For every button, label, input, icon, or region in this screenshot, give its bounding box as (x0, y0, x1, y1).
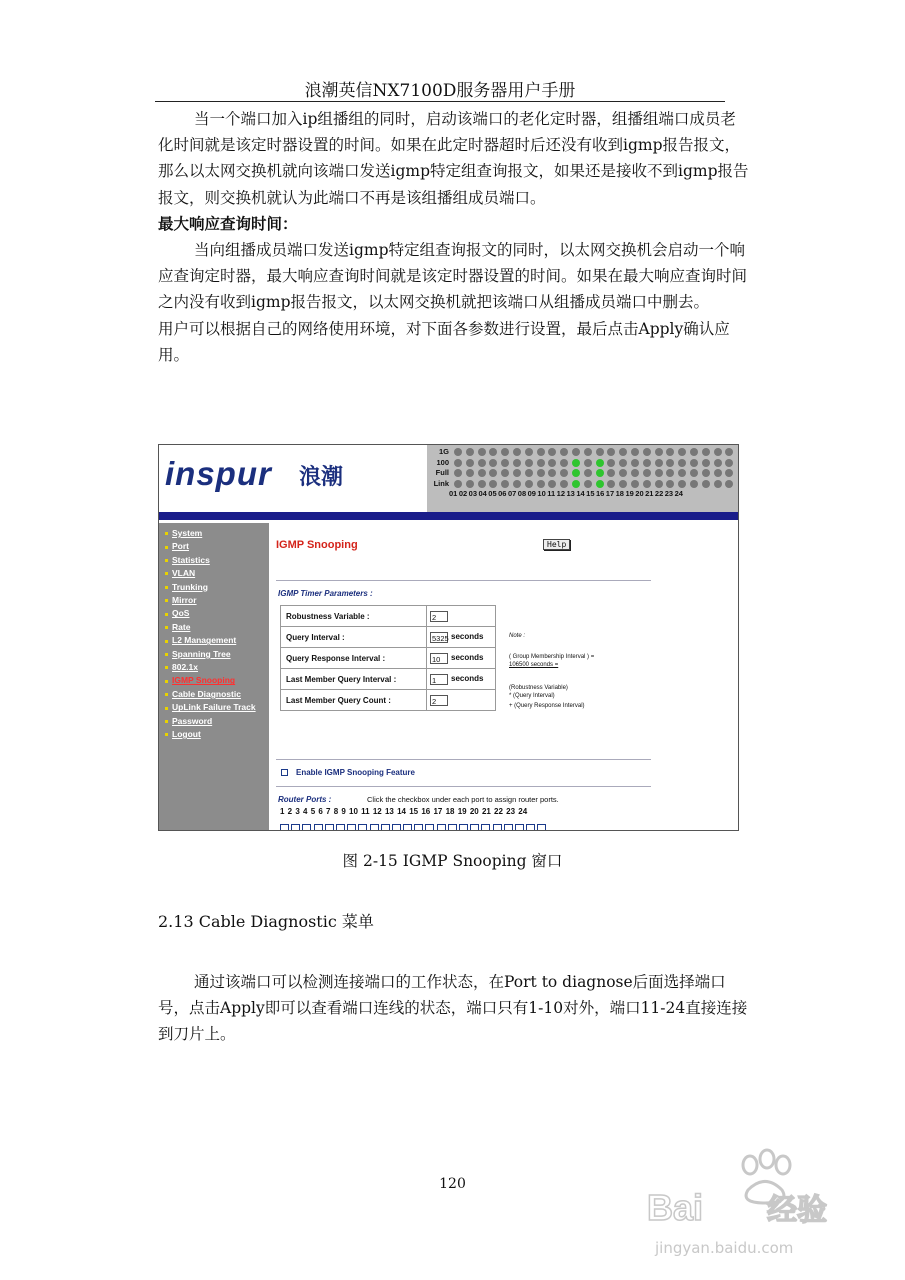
sidebar-item-label[interactable]: UpLink Failure Track (172, 702, 256, 713)
port-led (537, 480, 545, 488)
port-led (631, 469, 639, 477)
port-led (501, 459, 509, 467)
sidebar-item-label[interactable]: Statistics (172, 554, 210, 565)
bullet-icon (165, 532, 168, 535)
port-led-row-label: 100 (436, 457, 449, 467)
port-led (560, 480, 568, 488)
sidebar-item[interactable] (165, 688, 269, 701)
port-led (725, 469, 733, 477)
section-title: 2.13 Cable Diagnostic 菜单 (158, 912, 374, 931)
port-led (489, 480, 497, 488)
port-led (655, 459, 663, 467)
bullet-icon (165, 733, 168, 736)
port-led (702, 448, 710, 456)
port-led (537, 459, 545, 467)
bullet-icon (165, 707, 168, 710)
enable-igmp-label: Enable IGMP Snooping Feature (296, 768, 415, 777)
port-led (666, 448, 674, 456)
last-member-count-input[interactable]: 2 (430, 695, 448, 706)
param-row-last-member-interval (281, 669, 496, 690)
port-led-row (427, 447, 738, 458)
sidebar-item-label[interactable]: Port (172, 541, 189, 552)
port-led (513, 459, 521, 467)
port-led (596, 448, 604, 456)
bullet-icon (165, 720, 168, 723)
port-led (525, 448, 533, 456)
sidebar-item[interactable] (165, 567, 269, 580)
port-led (478, 480, 486, 488)
sidebar-item-label[interactable]: QoS (172, 608, 190, 619)
query-interval-label: Query Interval : (281, 627, 427, 648)
port-led (619, 459, 627, 467)
port-numbers: 01 02 03 04 05 06 07 08 09 10 11 12 13 14 15 16 17 18 19 20 21 22 23 24 (449, 489, 683, 498)
port-led (655, 448, 663, 456)
port-led (655, 480, 663, 488)
paragraph-response-timer: 当向组播成员端口发送igmp特定组查询报文的同时，以太网交换机会启动一个响应查询定时器，最大响应查询时间就是该定时器设置的时间。如果在最大响应查询时间之内没有收到igmp报告报文，以太网交换机就把该端口从组播成员端口中删去。 (158, 241, 748, 312)
port-led (631, 448, 639, 456)
sidebar-item[interactable] (165, 715, 269, 728)
query-interval-unit: seconds (451, 632, 484, 642)
port-led (655, 469, 663, 477)
port-led (489, 469, 497, 477)
note-title: Note : (509, 633, 526, 639)
bullet-icon (165, 693, 168, 696)
router-port-checkbox[interactable] (481, 824, 490, 831)
router-port-checkbox[interactable] (459, 824, 468, 831)
port-status-panel (427, 445, 738, 512)
sidebar-item[interactable] (165, 621, 269, 634)
query-response-label: Query Response Interval : (281, 648, 427, 669)
figure-caption: 图 2-15 IGMP Snooping 窗口 (342, 852, 563, 870)
port-led (560, 469, 568, 477)
bullet-icon (165, 653, 168, 656)
sidebar-item[interactable] (165, 607, 269, 620)
port-led (537, 448, 545, 456)
bullet-icon (165, 559, 168, 562)
router-ports-instruction: Click the checkbox under each port to assign router ports. (367, 795, 559, 804)
divider (276, 759, 651, 760)
baidu-jingyan-watermark (645, 1145, 865, 1265)
sidebar-item[interactable] (165, 634, 269, 647)
port-led (454, 448, 462, 456)
router-port-checkbox[interactable] (325, 824, 334, 831)
router-port-checkbox[interactable] (314, 824, 323, 831)
port-led (525, 480, 533, 488)
port-led (560, 459, 568, 467)
sidebar-item[interactable] (165, 701, 269, 714)
port-led-row (427, 479, 738, 490)
router-port-checkbox[interactable] (414, 824, 423, 831)
port-led (478, 469, 486, 477)
port-led (466, 480, 474, 488)
sidebar-item-label[interactable]: Mirror (172, 595, 197, 606)
port-led (690, 448, 698, 456)
port-led (489, 448, 497, 456)
router-port-checkbox[interactable] (403, 824, 412, 831)
robustness-input[interactable]: 2 (430, 611, 448, 622)
page-title: IGMP Snooping (276, 539, 358, 551)
port-led (466, 448, 474, 456)
router-port-checkbox[interactable] (493, 824, 502, 831)
port-led (454, 480, 462, 488)
note-line-5: + (Query Response Interval) (509, 703, 585, 709)
router-port-checkbox[interactable] (347, 824, 356, 831)
port-led (714, 448, 722, 456)
banner-divider (159, 512, 738, 520)
port-led (548, 448, 556, 456)
last-member-interval-input[interactable]: 1 (430, 674, 448, 685)
param-row-query-interval (281, 627, 496, 648)
router-port-checkboxes (280, 820, 549, 831)
port-led (607, 448, 615, 456)
header-rule (155, 101, 725, 102)
param-row-robustness (281, 606, 496, 627)
port-led (572, 469, 580, 477)
bullet-icon (165, 666, 168, 669)
port-led (678, 448, 686, 456)
sidebar-item-label[interactable]: Cable Diagnostic (172, 688, 241, 699)
sidebar-item[interactable] (165, 728, 269, 741)
divider (276, 786, 651, 787)
port-led (607, 480, 615, 488)
inspur-logo: inspur (165, 455, 272, 492)
port-led (678, 469, 686, 477)
body-text-block (158, 106, 750, 368)
last-member-count-label: Last Member Query Count : (281, 690, 427, 711)
port-led (702, 480, 710, 488)
port-led (596, 459, 604, 467)
port-led (572, 459, 580, 467)
port-led (607, 459, 615, 467)
note-line-3: (Robustness Variable) (509, 685, 568, 691)
port-led (513, 448, 521, 456)
port-led (714, 469, 722, 477)
port-led-row (427, 468, 738, 479)
sidebar-item[interactable] (165, 594, 269, 607)
port-led-row-label: Link (433, 478, 449, 488)
note-line-2: 106500 seconds = (509, 662, 559, 668)
sidebar-item-label[interactable]: VLAN (172, 568, 196, 579)
router-port-checkbox[interactable] (358, 824, 367, 831)
port-led-row (427, 458, 738, 469)
port-led (548, 480, 556, 488)
sidebar-item[interactable] (165, 581, 269, 594)
port-led (596, 469, 604, 477)
port-led (584, 469, 592, 477)
heading-max-response-time: 最大响应查询时间： (158, 213, 298, 233)
page-number: 120 (439, 1176, 466, 1192)
port-led (643, 459, 651, 467)
sidebar-item-label[interactable]: L2 Management (172, 635, 237, 646)
bullet-icon (165, 572, 168, 575)
param-row-last-member-count (281, 690, 496, 711)
sidebar-item-label[interactable]: System (172, 528, 203, 538)
query-response-unit: seconds (451, 653, 484, 663)
router-port-checkbox[interactable] (291, 824, 300, 831)
sidebar-item[interactable] (165, 554, 269, 567)
svg-text:jingyan.baidu.com: jingyan.baidu.com (655, 1239, 794, 1257)
port-led (537, 469, 545, 477)
query-response-input[interactable]: 10 (430, 653, 448, 664)
paragraph-aging-timer: 当一个端口加入ip组播组的同时，启动该端口的老化定时器，组播组端口成员老化时间就是该定时器设置的时间。如果在此定时器超时后还没有收到igmp报告报文，那么以太网交换机就向该端口发送igmp特定组查询报文，如果还是接收不到igmp报告报文，则交换机就认为此端口不再是该组播组成员端口。 (158, 110, 749, 207)
port-led (607, 469, 615, 477)
router-port-numbers: 1 2 3 4 5 6 7 8 9 10 11 12 13 14 15 16 17 18 19 20 21 22 23 24 (280, 807, 528, 816)
port-led (513, 469, 521, 477)
port-led (478, 459, 486, 467)
port-led (596, 480, 604, 488)
port-led (548, 469, 556, 477)
router-port-checkbox[interactable] (381, 824, 390, 831)
port-led (572, 448, 580, 456)
port-led (584, 459, 592, 467)
port-led (501, 448, 509, 456)
port-led (478, 448, 486, 456)
port-led (666, 459, 674, 467)
port-led (584, 480, 592, 488)
last-member-interval-label: Last Member Query Interval : (281, 669, 427, 690)
divider (276, 580, 651, 581)
port-led (714, 459, 722, 467)
port-led (690, 480, 698, 488)
port-led (702, 459, 710, 467)
port-led (643, 469, 651, 477)
port-led (666, 469, 674, 477)
port-led (501, 469, 509, 477)
port-led (714, 480, 722, 488)
sidebar-item[interactable] (165, 527, 269, 540)
port-led (725, 459, 733, 467)
sidebar-item[interactable] (165, 540, 269, 553)
paragraph-cable-diagnostic: 通过该端口可以检测连接端口的工作状态，在Port to diagnose后面选择端口号，点击Apply即可以查看端口连线的状态，端口只有1-10对外，端口11-24直接连接到刀片上。 (158, 973, 748, 1044)
port-led (584, 448, 592, 456)
port-led (725, 480, 733, 488)
sidebar-item[interactable] (165, 648, 269, 661)
sidebar-item-label[interactable]: Trunking (172, 581, 208, 592)
router-port-checkbox[interactable] (437, 824, 446, 831)
bullet-icon (165, 680, 168, 683)
bullet-icon (165, 599, 168, 602)
port-led (690, 459, 698, 467)
sidebar-item-label[interactable]: Rate (172, 621, 191, 632)
port-led (631, 480, 639, 488)
router-port-checkbox[interactable] (504, 824, 513, 831)
igmp-snooping-screenshot (158, 444, 739, 831)
router-port-checkbox[interactable] (336, 824, 345, 831)
sidebar-nav (159, 523, 269, 742)
router-port-checkbox[interactable] (280, 824, 289, 831)
sidebar-item[interactable] (165, 674, 269, 687)
note-line-1: ( Group Membership Interval ) = (509, 654, 595, 660)
port-led (666, 480, 674, 488)
sidebar-item-label[interactable]: IGMP Snooping (172, 675, 236, 686)
last-member-interval-unit: seconds (451, 674, 484, 684)
router-ports-label: Router Ports : (278, 795, 332, 804)
router-port-checkbox[interactable] (392, 824, 401, 831)
port-led (631, 459, 639, 467)
port-led (702, 469, 710, 477)
port-led (643, 448, 651, 456)
sidebar-item-label[interactable]: 802.1x (172, 662, 198, 673)
port-led (513, 480, 521, 488)
switch-banner (159, 445, 738, 512)
sidebar-item-label[interactable]: Password (172, 715, 213, 726)
port-led (619, 448, 627, 456)
bullet-icon (165, 640, 168, 643)
svg-text:经验: 经验 (767, 1193, 827, 1228)
port-led (619, 469, 627, 477)
sidebar-item-label[interactable]: Logout (172, 729, 201, 740)
paragraph-apply-instruction: 用户可以根据自己的网络使用环境，对下面各参数进行设置，最后点击Apply确认应用。 (158, 319, 730, 364)
router-port-checkbox[interactable] (370, 824, 379, 831)
port-led (525, 469, 533, 477)
sidebar-item[interactable] (165, 661, 269, 674)
robustness-label: Robustness Variable : (281, 606, 427, 627)
port-led (501, 480, 509, 488)
router-port-checkbox[interactable] (526, 824, 535, 831)
router-port-checkbox[interactable] (537, 824, 546, 831)
port-led (454, 469, 462, 477)
port-led (678, 480, 686, 488)
query-interval-input[interactable]: 5325 (432, 633, 449, 643)
router-port-checkbox[interactable] (302, 824, 311, 831)
port-led (548, 459, 556, 467)
sidebar (159, 523, 269, 831)
port-led (466, 469, 474, 477)
main-content (269, 523, 738, 831)
port-led (454, 459, 462, 467)
router-port-checkbox[interactable] (470, 824, 479, 831)
bullet-icon (165, 586, 168, 589)
port-led (489, 459, 497, 467)
inspur-logo-cn: 浪潮 (299, 465, 344, 490)
port-led (572, 480, 580, 488)
port-led (690, 469, 698, 477)
port-led-row-label: Full (435, 468, 449, 477)
bullet-icon (165, 546, 168, 549)
help-button[interactable]: Help (543, 539, 570, 550)
enable-igmp-checkbox[interactable] (281, 769, 288, 776)
page-header-title: 浪潮英信NX7100D服务器用户手册 (304, 81, 576, 101)
port-led (643, 480, 651, 488)
port-led (619, 480, 627, 488)
svg-text:Bai: Bai (647, 1187, 704, 1228)
router-port-checkbox[interactable] (448, 824, 457, 831)
param-row-query-response (281, 648, 496, 669)
port-led (560, 448, 568, 456)
port-led-row-label: 1G (438, 447, 449, 456)
timer-section-title: IGMP Timer Parameters : (278, 589, 373, 598)
router-port-checkbox[interactable] (515, 824, 524, 831)
bullet-icon (165, 626, 168, 629)
port-led (525, 459, 533, 467)
port-led (678, 459, 686, 467)
sidebar-item-label[interactable]: Spanning Tree (172, 648, 231, 659)
port-led (725, 448, 733, 456)
router-port-checkbox[interactable] (425, 824, 434, 831)
bullet-icon (165, 613, 168, 616)
port-led (466, 459, 474, 467)
timer-params-table (280, 605, 496, 711)
note-line-4: * (Query Interval) (509, 693, 555, 699)
